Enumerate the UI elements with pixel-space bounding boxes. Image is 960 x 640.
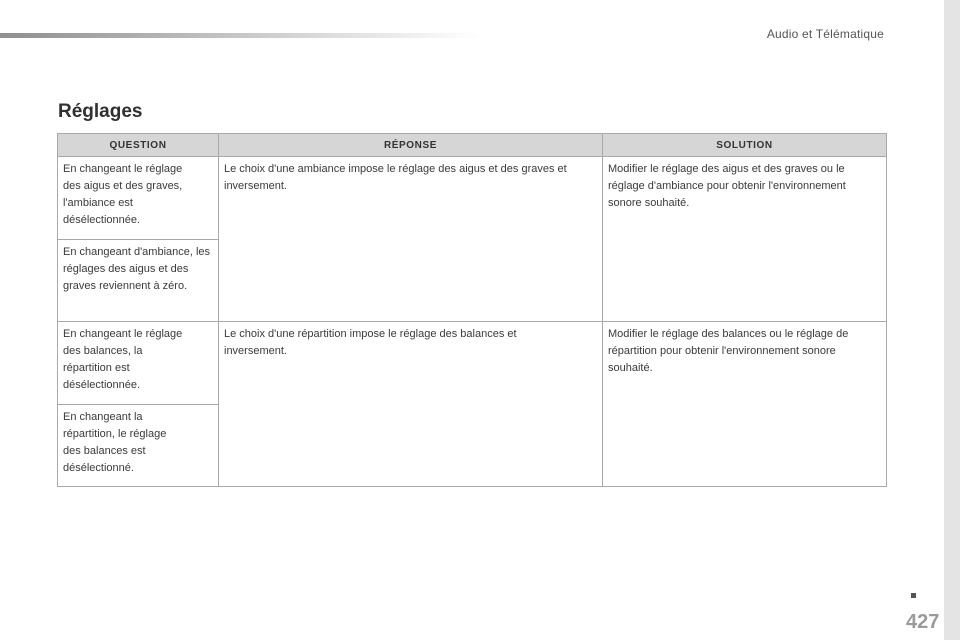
page-number: 427 xyxy=(906,611,940,633)
header-gradient-bar xyxy=(0,33,480,38)
question-cell: En changeant le réglage des balances, la répartition est désélectionnée. xyxy=(58,322,219,405)
table-row xyxy=(58,322,887,405)
faq-table xyxy=(57,133,887,487)
column-header-question: QUESTION xyxy=(58,134,219,157)
table-row xyxy=(58,157,887,240)
solution-cell: Modifier le réglage des balances ou le réglage de répartition pour obtenir l'environnement sonore souhaité. xyxy=(603,322,887,487)
page-edge-strip xyxy=(944,0,960,640)
solution-cell: Modifier le réglage des aigus et des graves ou le réglage d'ambiance pour obtenir l'environnement sonore souhaité. xyxy=(603,157,887,322)
page-title: Réglages xyxy=(58,101,143,122)
question-cell: En changeant la répartition, le réglage des balances est désélectionné. xyxy=(58,405,219,487)
question-cell: En changeant d'ambiance, les réglages des aigus et des graves reviennent à zéro. xyxy=(58,240,219,322)
question-cell: En changeant le réglage des aigus et des graves, l'ambiance est désélectionnée. xyxy=(58,157,219,240)
column-header-answer: RÉPONSE xyxy=(219,134,603,157)
column-header-solution: SOLUTION xyxy=(603,134,887,157)
section-label: Audio et Télématique xyxy=(766,27,884,41)
table-header-row xyxy=(58,134,887,157)
answer-cell: Le choix d'une ambiance impose le réglage des aigus et des graves et inversement. xyxy=(219,157,603,322)
answer-cell: Le choix d'une répartition impose le réglage des balances et inversement. xyxy=(219,322,603,487)
end-marker-square xyxy=(911,593,916,598)
